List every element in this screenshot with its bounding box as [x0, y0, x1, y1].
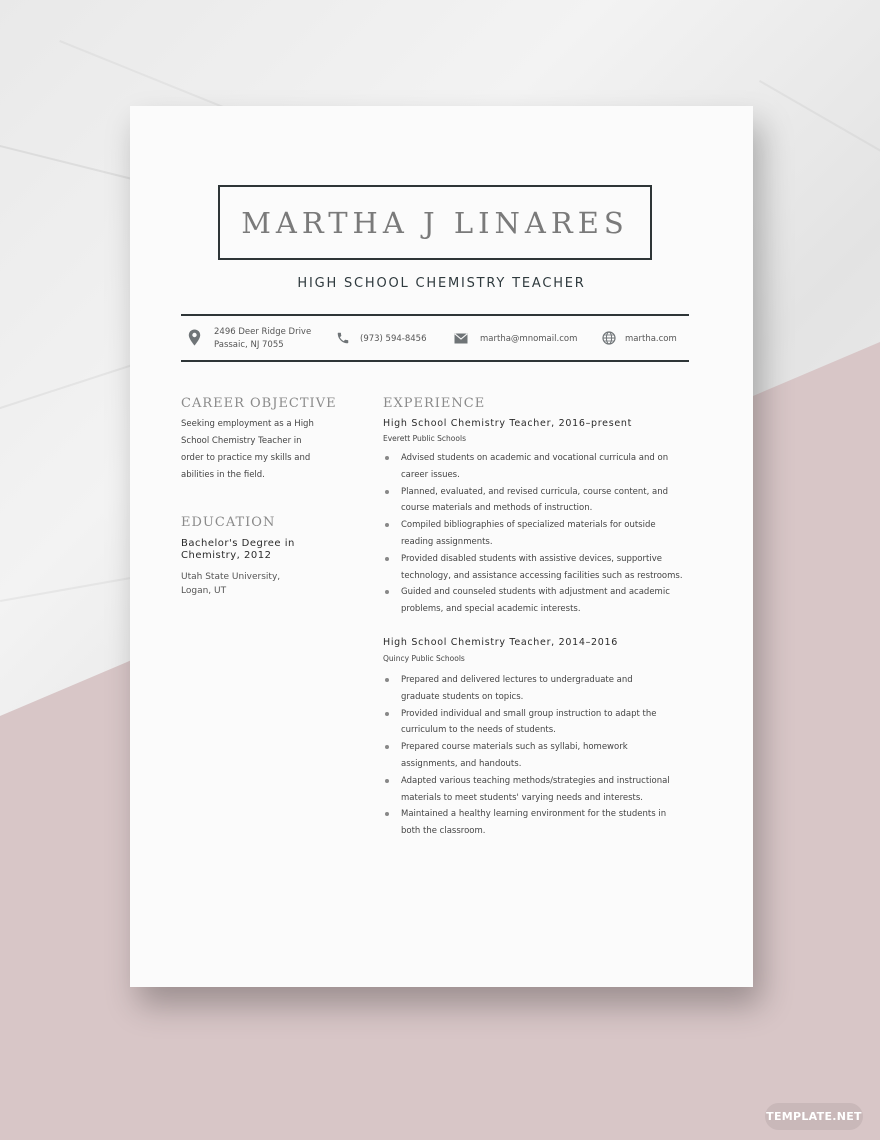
degree-line: Chemistry, 2012 [181, 550, 272, 561]
email-address: martha@mnomail.com [480, 334, 578, 344]
bullet-item [383, 672, 703, 706]
school-line: Logan, UT [181, 586, 227, 596]
bullet-item [383, 806, 703, 840]
career-objective-heading: CAREER OBJECTIVE [181, 396, 337, 411]
objective-line: abilities in the field. [181, 470, 265, 480]
job-title: HIGH SCHOOL CHEMISTRY TEACHER [297, 276, 586, 291]
bullet-dot [385, 712, 389, 716]
degree-line: Bachelor's Degree in [181, 538, 295, 549]
bullet-text: Maintained a healthy learning environment for the students in [401, 809, 667, 820]
job-2-bullets [383, 672, 703, 840]
bullet-text: materials to meet students' varying needs and interests. [401, 792, 643, 803]
bullet-text: Adapted various teaching methods/strategies and instructional [401, 775, 670, 786]
bullet-text: Compiled bibliographies of specialized materials for outside [401, 520, 656, 531]
bullet-text: course materials and methods of instruction. [401, 503, 593, 514]
bullet-text: career issues. [401, 469, 460, 480]
bullet-item [383, 450, 703, 484]
globe-icon [602, 331, 616, 345]
bullet-text: assignments, and handouts. [401, 758, 522, 769]
bullet-item [383, 773, 703, 807]
bullet-dot [385, 557, 389, 561]
bullet-text: Provided disabled students with assistive devices, supportive [401, 553, 662, 564]
job-1-bullets [383, 450, 703, 618]
school-line: Utah State University, [181, 572, 281, 582]
bullet-text: Guided and counseled students with adjustment and academic [401, 587, 670, 598]
bullet-item [383, 551, 703, 585]
bullet-item [383, 739, 703, 773]
contact-rule-bottom [181, 360, 689, 362]
contact-rule-top [181, 314, 689, 316]
objective-line: School Chemistry Teacher in [181, 436, 302, 446]
bullet-item [383, 706, 703, 740]
education-heading: EDUCATION [181, 515, 276, 530]
bullet-dot [385, 678, 389, 682]
bullet-item [383, 484, 703, 518]
phone-icon [336, 331, 350, 345]
career-objective-text [181, 416, 331, 484]
objective-line: order to practice my skills and [181, 453, 311, 463]
resume-page [130, 106, 753, 987]
job-1-employer: Everett Public Schools [383, 434, 466, 443]
website: martha.com [625, 334, 677, 344]
name-frame [218, 185, 652, 260]
bullet-dot [385, 779, 389, 783]
envelope-icon [454, 333, 468, 344]
address [214, 326, 311, 352]
address-line-1: 2496 Deer Ridge Drive [214, 327, 312, 337]
candidate-name: MARTHA J LINARES [241, 205, 629, 240]
bullet-dot [385, 490, 389, 494]
bullet-text: Prepared and delivered lectures to undergraduate and [401, 675, 633, 685]
map-pin-icon [188, 329, 201, 346]
bullet-text: Planned, evaluated, and revised curricula, course content, and [401, 486, 669, 497]
degree [181, 538, 321, 562]
bullet-text: Advised students on academic and vocational curricula and on [401, 453, 669, 463]
bullet-text: Prepared course materials such as syllabi, homework [401, 742, 628, 753]
bullet-item [383, 584, 703, 618]
bullet-item [383, 517, 703, 551]
bullet-text: curriculum to the needs of students. [401, 725, 556, 736]
bullet-text: problems, and special academic interests. [401, 604, 581, 615]
bullet-dot [385, 523, 389, 527]
address-line-2: Passaic, NJ 7055 [214, 340, 284, 350]
job-2-employer: Quincy Public Schools [383, 654, 465, 663]
bullet-dot [385, 745, 389, 749]
bullet-text: both the classroom. [401, 826, 486, 837]
bullet-dot [385, 812, 389, 816]
bullet-text: graduate students on topics. [401, 691, 524, 702]
bullet-dot [385, 590, 389, 594]
school [181, 570, 321, 598]
bullet-text: technology, and assistance accessing facilities such as restrooms. [401, 570, 683, 581]
bullet-text: Provided individual and small group instruction to adapt the [401, 708, 657, 719]
phone-number: (973) 594-8456 [360, 334, 427, 344]
bullet-dot [385, 456, 389, 460]
job-1-title: High School Chemistry Teacher, 2016–present [383, 418, 633, 429]
bullet-text: reading assignments. [401, 536, 493, 547]
template-net-watermark[interactable]: TEMPLATE.NET [765, 1103, 863, 1130]
job-2-title: High School Chemistry Teacher, 2014–2016 [383, 637, 619, 648]
objective-line: Seeking employment as a High [181, 419, 314, 429]
experience-heading: EXPERIENCE [383, 396, 486, 411]
